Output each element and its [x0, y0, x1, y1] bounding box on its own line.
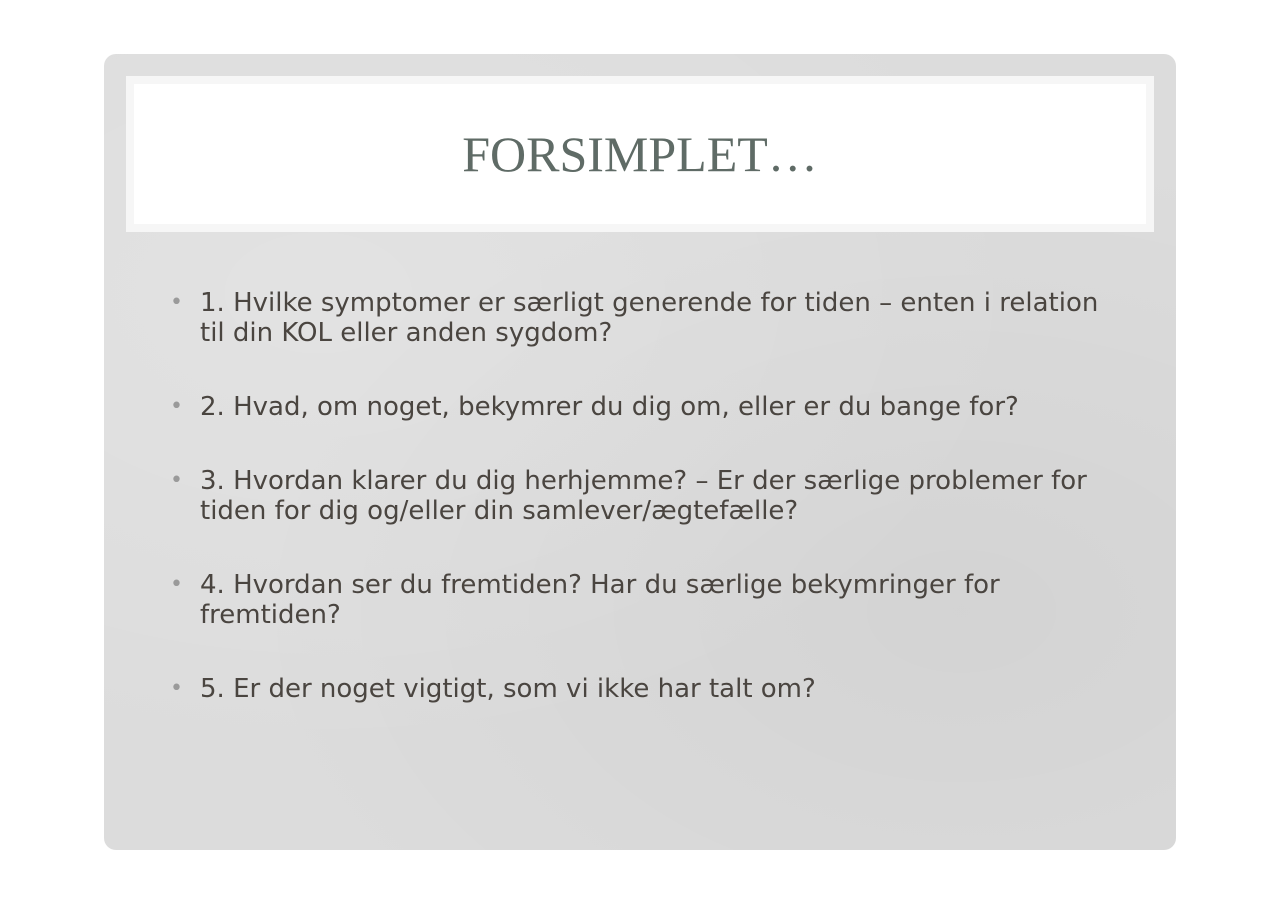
bullet-text: 2. Hvad, om noget, bekymrer du dig om, eller er du bange for? — [200, 392, 1019, 422]
title-frame — [126, 76, 1154, 232]
bullet-marker: • — [170, 290, 183, 315]
bullet-item — [170, 392, 1110, 422]
bullet-item — [170, 466, 1110, 526]
bullet-marker: • — [170, 468, 183, 493]
bullet-text: 4. Hvordan ser du fremtiden? Har du særlige bekymringer for fremtiden? — [200, 570, 1000, 630]
bullet-list — [170, 288, 1110, 704]
slide-title: FORSIMPLET… — [462, 126, 818, 182]
bullet-marker: • — [170, 676, 183, 701]
bullet-text: 1. Hvilke symptomer er særligt generende for tiden – enten i relation til din KOL eller anden sygdom? — [200, 288, 1099, 348]
bullet-marker: • — [170, 394, 183, 419]
bullet-item — [170, 674, 1110, 704]
bullet-text: 5. Er der noget vigtigt, som vi ikke har talt om? — [200, 674, 816, 704]
slide — [104, 54, 1176, 850]
title-box — [134, 84, 1146, 224]
bullet-item — [170, 288, 1110, 348]
bullet-text: 3. Hvordan klarer du dig herhjemme? – Er der særlige problemer for tiden for dig og/eller din samlever/ægtefælle? — [200, 466, 1087, 526]
bullet-marker: • — [170, 572, 183, 597]
bullet-item — [170, 570, 1110, 630]
